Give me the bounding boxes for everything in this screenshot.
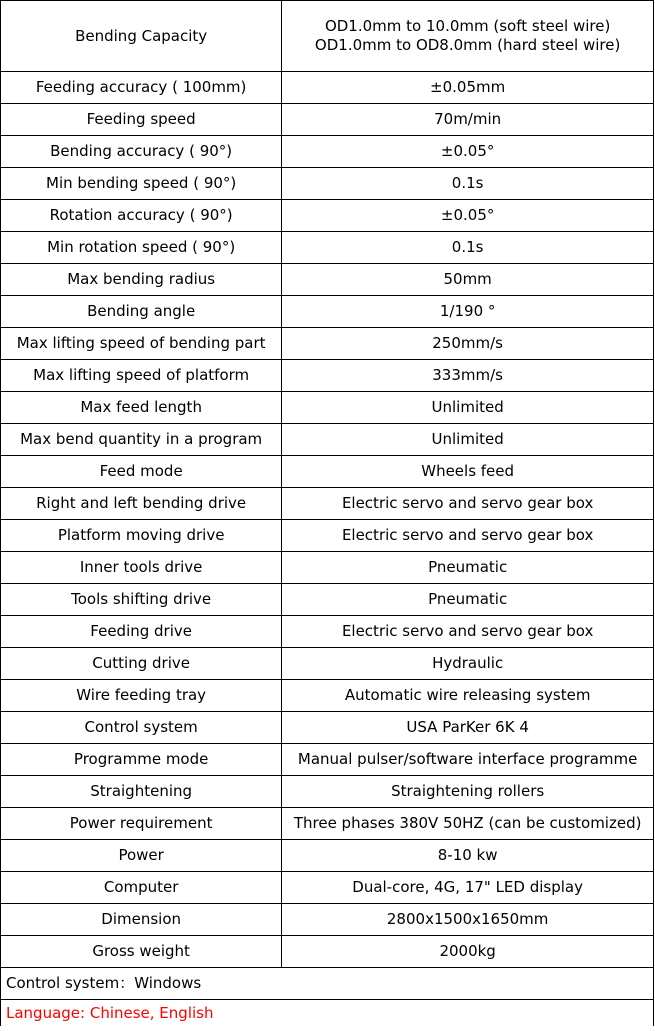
spec-row (1, 808, 654, 840)
spec-row (1, 680, 654, 712)
spec-row (1, 520, 654, 552)
spec-value-cell: 250mm/s (282, 328, 654, 360)
spec-label-cell: Feeding speed (1, 104, 282, 136)
spec-row (1, 744, 654, 776)
spec-row (1, 232, 654, 264)
spec-label-cell: Inner tools drive (1, 552, 282, 584)
spec-value-cell: 2000kg (282, 936, 654, 968)
spec-label-cell: Power requirement (1, 808, 282, 840)
spec-value-cell: ±0.05mm (282, 72, 654, 104)
spec-row (1, 264, 654, 296)
spec-value-cell: Pneumatic (282, 584, 654, 616)
spec-value-cell: ±0.05° (282, 200, 654, 232)
spec-value-cell: 8-10 kw (282, 840, 654, 872)
spec-row (1, 616, 654, 648)
spec-value-cell: 50mm (282, 264, 654, 296)
spec-row (1, 936, 654, 968)
spec-label-cell: Max lifting speed of bending part (1, 328, 282, 360)
spec-row (1, 168, 654, 200)
spec-value-cell: 0.1s (282, 168, 654, 200)
spec-label-cell: Tools shifting drive (1, 584, 282, 616)
spec-label-cell: Control system (1, 712, 282, 744)
spec-label-cell: Dimension (1, 904, 282, 936)
spec-value-cell: Hydraulic (282, 648, 654, 680)
spec-value-cell: Electric servo and servo gear box (282, 520, 654, 552)
bending-capacity-soft-wire: OD1.0mm to 10.0mm (soft steel wire) (324, 17, 611, 35)
spec-value-cell: Manual pulser/software interface programme (282, 744, 654, 776)
spec-value-cell: 2800x1500x1650mm (282, 904, 654, 936)
spec-value-cell: USA ParKer 6K 4 (282, 712, 654, 744)
spec-label-cell: Straightening (1, 776, 282, 808)
spec-value-cell: Automatic wire releasing system (282, 680, 654, 712)
spec-row (1, 328, 654, 360)
language-note-row (1, 1000, 654, 1027)
spec-value-cell: Wheels feed (282, 456, 654, 488)
spec-row (1, 552, 654, 584)
spec-label-cell: Min rotation speed ( 90°) (1, 232, 282, 264)
spec-label-cell: Programme mode (1, 744, 282, 776)
spec-value-cell: Unlimited (282, 392, 654, 424)
spec-label-cell: Right and left bending drive (1, 488, 282, 520)
spec-row (1, 488, 654, 520)
spec-label-cell: Min bending speed ( 90°) (1, 168, 282, 200)
spec-row (1, 104, 654, 136)
control-system-note-row (1, 968, 654, 1000)
spec-row (1, 136, 654, 168)
spec-label-cell: Max bending radius (1, 264, 282, 296)
spec-value-cell: Three phases 380V 50HZ (can be customized) (282, 808, 654, 840)
spec-value-cell: Unlimited (282, 424, 654, 456)
spec-label-cell: Max bend quantity in a program (1, 424, 282, 456)
spec-row (1, 296, 654, 328)
spec-value-cell (282, 1, 654, 72)
spec-value-cell: Electric servo and servo gear box (282, 616, 654, 648)
spec-label-cell: Bending angle (1, 296, 282, 328)
spec-label-cell: Gross weight (1, 936, 282, 968)
spec-label-cell: Feeding accuracy ( 100mm) (1, 72, 282, 104)
spec-table-body (1, 1, 654, 968)
spec-row (1, 840, 654, 872)
spec-label-cell: Wire feeding tray (1, 680, 282, 712)
spec-label-cell: Max lifting speed of platform (1, 360, 282, 392)
spec-label-cell: Computer (1, 872, 282, 904)
spec-value-cell: Pneumatic (282, 552, 654, 584)
spec-value-cell: Electric servo and servo gear box (282, 488, 654, 520)
spec-value-cell: 333mm/s (282, 360, 654, 392)
spec-row-bending-capacity (1, 1, 654, 72)
spec-row (1, 872, 654, 904)
spec-label-cell: Rotation accuracy ( 90°) (1, 200, 282, 232)
spec-value-cell: 70m/min (282, 104, 654, 136)
spec-label-cell: Platform moving drive (1, 520, 282, 552)
spec-value-cell: 1/190 ° (282, 296, 654, 328)
spec-label-cell: Bending accuracy ( 90°) (1, 136, 282, 168)
spec-label-cell: Feeding drive (1, 616, 282, 648)
spec-row (1, 72, 654, 104)
spec-row (1, 360, 654, 392)
spec-value-cell: Straightening rollers (282, 776, 654, 808)
spec-value-cell: ±0.05° (282, 136, 654, 168)
spec-row (1, 424, 654, 456)
spec-row (1, 392, 654, 424)
spec-label-cell: Cutting drive (1, 648, 282, 680)
spec-row (1, 712, 654, 744)
spec-row (1, 584, 654, 616)
spec-label-cell: Bending Capacity (1, 1, 282, 72)
spec-row (1, 200, 654, 232)
spec-row (1, 456, 654, 488)
spec-value-cell: 0.1s (282, 232, 654, 264)
spec-table-footer (1, 968, 654, 1027)
spec-row (1, 904, 654, 936)
spec-row (1, 648, 654, 680)
language-note: Language: Chinese, English (1, 1000, 654, 1027)
spec-row (1, 776, 654, 808)
spec-label-cell: Power (1, 840, 282, 872)
control-system-note: Control system：Windows (1, 968, 654, 1000)
bending-capacity-hard-wire: OD1.0mm to OD8.0mm (hard steel wire) (314, 36, 621, 54)
spec-label-cell: Feed mode (1, 456, 282, 488)
spec-value-cell: Dual-core, 4G, 17" LED display (282, 872, 654, 904)
spec-label-cell: Max feed length (1, 392, 282, 424)
